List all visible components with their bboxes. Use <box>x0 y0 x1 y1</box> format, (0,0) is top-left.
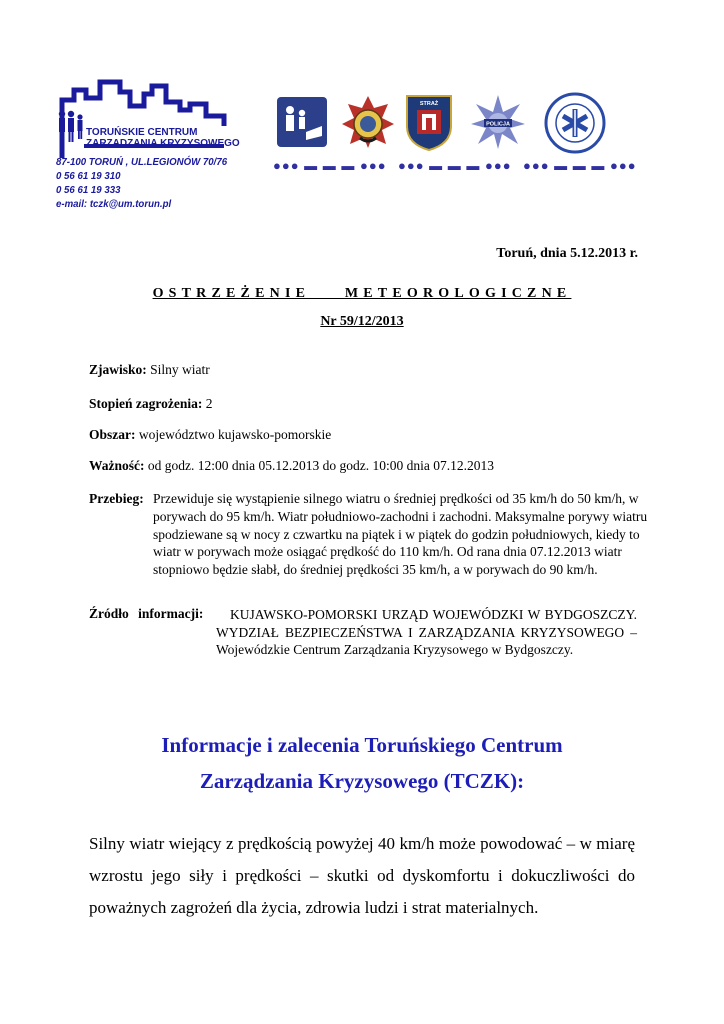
city-skyline-icon <box>56 76 256 166</box>
recommendation-paragraph: Silny wiatr wiejący z prędkością powyżej 40 km/h może powodować – w miarę wzrostu jego siły i prędkości – skutki od dyskomfortu i dokuczliwości do poważnych zagrożeń dla życia, zdrowia ludzi i strat materialnych. <box>89 834 635 917</box>
document-title: OSTRZEŻENIE METEOROLOGICZNE <box>152 286 572 301</box>
fire-brigade-icon <box>340 94 396 150</box>
field-przebieg-label: Przebieg: <box>89 491 144 506</box>
svg-text:STRAŻ: STRAŻ <box>419 101 439 107</box>
field-zrodlo-label: Źródło informacji: <box>89 606 204 621</box>
field-stopien-label: Stopień zagrożenia: <box>89 396 203 411</box>
org-address: 87-100 TORUŃ , UL.LEGIONÓW 70/76 <box>56 156 228 168</box>
document-date: Toruń, dnia 5.12.2013 r. <box>496 246 638 261</box>
field-zjawisko <box>89 361 210 378</box>
field-obszar-label: Obszar: <box>89 427 136 442</box>
field-obszar <box>89 426 331 443</box>
field-stopien-value: 2 <box>202 396 213 411</box>
city-guard-badge-icon <box>404 92 454 152</box>
section-heading-line2: Zarządzania Kryzysowego (TCZK): <box>199 769 525 793</box>
field-zjawisko-label: Zjawisko: <box>89 362 147 377</box>
org-name-line2: ZARZĄDZANIA KRYZYSOWEGO <box>86 138 240 149</box>
decorative-dots-1: ●●● ▬ ▬ ▬ ●●● <box>273 158 387 173</box>
tczk-logo <box>56 76 256 216</box>
org-name-line1: TORUŃSKIE CENTRUM <box>86 127 198 138</box>
org-email-text: e-mail: tczk@um.torun.pl <box>56 198 172 210</box>
section-heading-line1: Informacje i zalecenia Toruńskiego Centrum <box>161 733 563 757</box>
field-przebieg <box>89 490 667 579</box>
field-stopien <box>89 395 213 412</box>
police-star-icon <box>470 94 526 150</box>
field-zrodlo-value: KUJAWSKO-POMORSKI URZĄD WOJEWÓDZKI W BYDGOSZCZY. WYDZIAŁ BEZPIECZEŃSTWA I ZARZĄDZANIA KRYZYSOWEGO – Wojewódzkie Centrum Zarządzania Kryzysowego w Bydgoszczy. <box>216 607 637 658</box>
svg-text:POLICJA: POLICJA <box>486 121 510 128</box>
org-phone-1: 0 56 61 19 310 <box>56 170 121 182</box>
field-waznosc-label: Ważność: <box>89 458 145 473</box>
org-email[interactable] <box>56 198 171 210</box>
field-obszar-value: województwo kujawsko-pomorskie <box>135 427 332 442</box>
medical-rescue-icon <box>544 92 606 154</box>
document-number: Nr 59/12/2013 <box>320 314 404 329</box>
field-waznosc-value: od godz. 12:00 dnia 05.12.2013 do godz. 10:00 dnia 07.12.2013 <box>144 458 494 473</box>
civil-protection-icon <box>276 96 328 148</box>
decorative-dots-3: ●●● ▬ ▬ ▬ ●●● <box>523 158 637 173</box>
org-phone-2: 0 56 61 19 333 <box>56 184 121 196</box>
field-przebieg-value: Przewiduje się wystąpienie silnego wiatru o średniej prędkości od 35 km/h do 50 km/h, w porywach do 95 km/h. Wiatr południowo-zachodni i zachodni. Maksymalne porywy wiatru spodziewane są w nocy z czwartku na piątek i w piątek do godzin południowych, kiedy to wiatr w porywach może osiągać prędkość do 110 km/h. Od rana dnia 07.12.2013 wiatr stopniowo będzie słabł, do średniej prędkości 35 km/h, a w porywach do 90 km/h. <box>153 491 648 578</box>
field-waznosc <box>89 457 494 474</box>
decorative-dots-2: ●●● ▬ ▬ ▬ ●●● <box>398 158 512 173</box>
field-zjawisko-value: Silny wiatr <box>146 362 210 377</box>
